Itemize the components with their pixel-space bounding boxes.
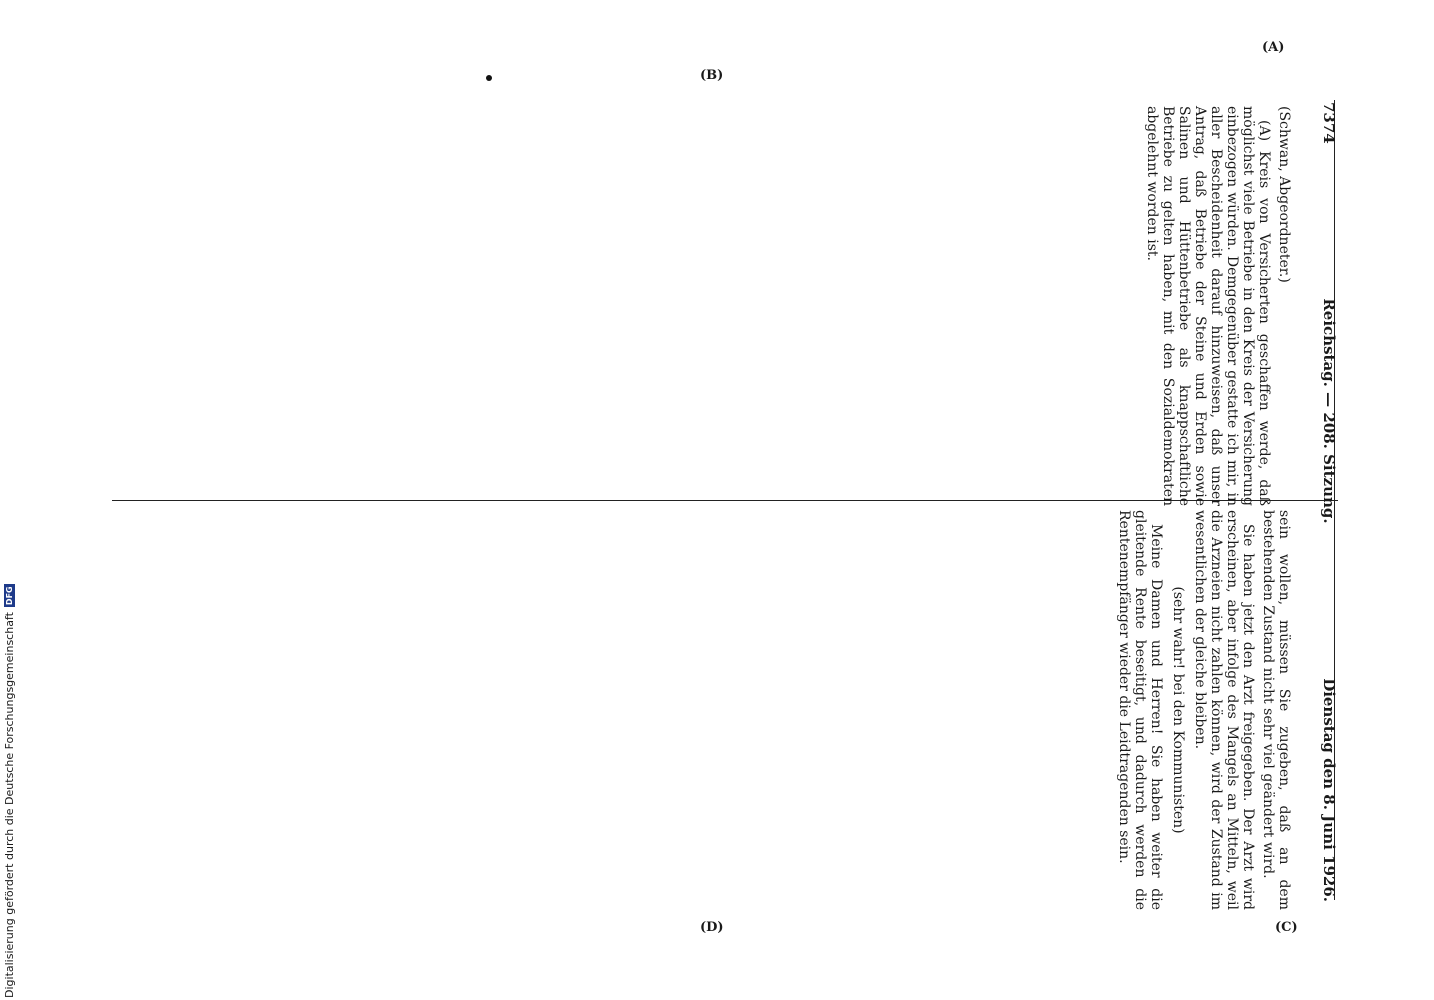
page-title: Reichstag. — 208. Sitzung. [1320, 298, 1338, 524]
paragraph: (A) Kreis von Versicherten geschaffen werde, daß möglichst viele Betriebe in den Kreis der Versicherung einbezogen würden. Demgegenüber gestatte ich mir, in aller Bescheidenheit darauf hinzuweisen, daß unser Antrag, daß Betriebe der Steine und Erden sowie Salinen und Hüttenbetriebe als knappschaftliche Betriebe zu gelten haben, mit den Sozialdemokraten abgelehnt worden ist. [1144, 106, 1272, 506]
margin-dot [486, 75, 492, 81]
credit-text: Digitalisierung gefördert durch die Deutsche Forschungsgemeinschaft [2, 612, 16, 998]
dfg-logo-icon: DFG [4, 586, 14, 606]
margin-marker-c: (C) [1275, 920, 1298, 935]
paragraph: Sie haben jetzt den Arzt freigegeben. Der Arzt wird erscheinen, aber infolge des Mangels an Mitteln, weil die Arzneien nicht zahlen können, wird der Zustand im wesentlichen der gleiche bleiben. [1192, 510, 1256, 910]
margin-marker-a: (A) [1262, 40, 1285, 55]
paragraph: Meine Damen und Herren! Sie haben weiter die gleitende Rente beseitigt, und dadurch werden die Rentenempfänger wieder die Leidtragenden sein. [1116, 510, 1164, 910]
paragraph: sein wollen, müssen Sie zugeben, daß an dem bestehenden Zustand nicht sehr viel geändert wird. [1260, 510, 1292, 910]
session-date: Dienstag den 8. Juni 1926. [1320, 678, 1338, 902]
left-column [112, 106, 1292, 506]
right-column [112, 510, 1292, 910]
page-header [1320, 102, 1350, 902]
speaker-line: (Schwan, Abgeordneter.) [1276, 106, 1292, 283]
margin-marker-b: (B) [700, 68, 724, 83]
interjection: (sehr wahr! bei den Kommunisten) [1170, 586, 1186, 834]
margin-marker-d: (D) [700, 920, 724, 935]
page-number: 7374 [1320, 102, 1338, 144]
digitization-credit [0, 586, 18, 998]
